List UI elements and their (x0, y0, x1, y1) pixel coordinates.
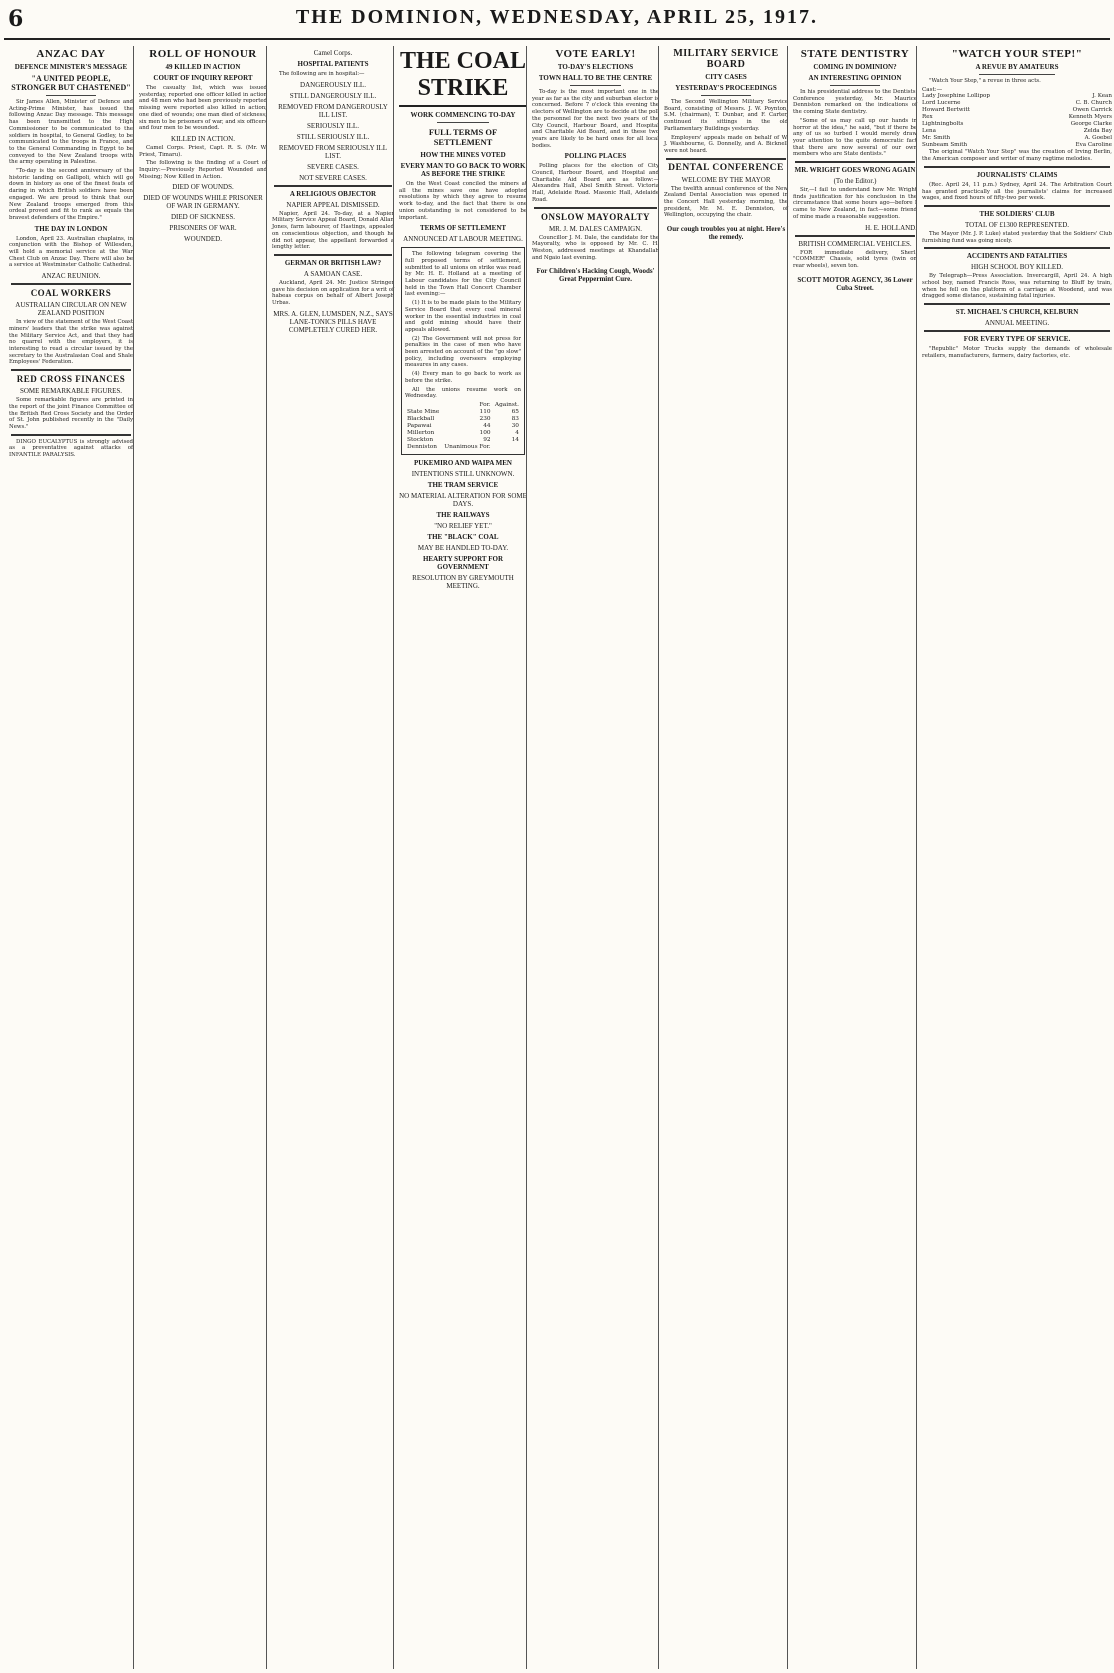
subhead-defence: DEFENCE MINISTER'S MESSAGE (14, 63, 128, 71)
article-paragraph: To-day is the most important one in the year as far as the city and suburban elector is concerned. Before 7 o'clock this evening the electors of Wellington are to decide at the poll the personnel for the next two years of the City Council, Harbour Board, and Hospital and Charitable Aid Board, and in these two years are likely to be hard ones for all local bodies. (532, 89, 659, 149)
cast-entry: Howard Bertwitt Owen Carrick (922, 107, 1112, 114)
vote-row: Millerton 100 4 (407, 429, 519, 436)
vote-header-cell (405, 402, 442, 409)
article-paragraph: The twelfth annual conference of the New Zealand Dental Association was opened in the Concert Hall yesterday morning, the president, Mr. M. E. Denniston, of Wellington, occupying the chair. (664, 185, 788, 219)
cast-entry: Lena Zelda Bay (922, 128, 1112, 135)
headline-soldiers-club: THE SOLDIERS' CLUB (979, 209, 1055, 218)
column-roll-of-honour (133, 46, 272, 1669)
section-still-dangerously: STILL DANGEROUSLY ILL. (289, 91, 377, 100)
column-state-dentistry (787, 46, 922, 1669)
article-paragraph: Auckland, April 24. Mr. Justice Stringer gave his decision on application for a writ of habeas corpus on behalf of Albert Joseph Urbas. (272, 279, 394, 307)
subhead-every-man: EVERY MAN TO GO BACK TO WORK AS BEFORE THE STRIKE (400, 162, 526, 178)
section-died-prisoner: DIED OF WOUNDS WHILE PRISONER OF WAR IN GERMANY. (143, 194, 263, 211)
letter-signature: H. E. HOLLAND. (865, 223, 917, 232)
subhead-terms-settlement: TERMS OF SETTLEMENT (419, 224, 507, 233)
cast-entry: Lightningbolts George Clarke (922, 121, 1112, 128)
section-still-seriously: STILL SERIOUSLY ILL. (296, 132, 370, 141)
subhead-handled: MAY BE HANDLED TO-DAY. (417, 543, 509, 552)
article-paragraph: Sir,—I fail to understand how Mr. Wright finds justification for his conclusion in the circumstance that some hours ago—before I came to New Zealand, in fact—some friend of mine made a reasonable suggestion. (793, 187, 917, 220)
cast-entry: Rex Kenneth Myers (922, 114, 1112, 121)
article-paragraph: Some remarkable figures are printed in the report of the joint Finance Committee of the British Red Cross Society and the Order of St. John published recently in the "Daily News." (9, 397, 133, 430)
terms-item: (1) It is to be made plain to the Military Service Board that every coal mineral worker in the essential industries in coal and gold mining should have their appeals allowed. (405, 300, 521, 333)
terms-item: All the unions resume work on Wednesday. (405, 386, 521, 400)
subhead-circular: AUSTRALIAN CIRCULAR ON NEW ZEALAND POSITION (15, 301, 127, 318)
subhead-proceedings: YESTERDAY'S PROCEEDINGS (675, 84, 777, 92)
subhead-work-commencing: WORK COMMENCING TO-DAY (410, 111, 516, 119)
article-paragraph: Councillor J. M. Dale, the candidate for the Mayoralty, who is opposed by Mr. C. H. Weston, addressed meetings at Khandallah and Ngaio last evening. (532, 234, 659, 261)
headline-railways: THE RAILWAYS (436, 510, 490, 519)
subhead-killed: 49 KILLED IN ACTION (165, 63, 241, 71)
advertisement-commer: FOR immediate delivery, Sherl. "COMMER" Chassis, solid tyres (twin on rear wheels), seven ton. (793, 249, 917, 269)
section-seriously-ill: SERIOUSLY ILL. (307, 121, 359, 130)
vote-row: Blackball 230 83 (407, 415, 519, 422)
headline-polling-places: POLLING PLACES (564, 152, 627, 161)
subhead-anzac-reunion: ANZAC REUNION. (41, 272, 101, 281)
article-paragraph: The following is the finding of a Court of Inquiry:—Previously Reported Wounded and Missing; Now Killed in Action. (139, 160, 267, 180)
headline-dental-conference: DENTAL CONFERENCE (668, 162, 784, 173)
advertisement-cough: Our cough troubles you at night. Here's the remedy. (666, 225, 786, 242)
vote-header-cell: Against. (494, 401, 519, 408)
subhead-welcome-mayor: WELCOME BY THE MAYOR (681, 175, 771, 184)
subhead-samoan: A SAMOAN CASE. (303, 269, 363, 278)
cast-entry: Mr. Smith A. Goebel (922, 135, 1112, 142)
subhead-greymouth: RESOLUTION BY GREYMOUTH MEETING. (412, 573, 514, 590)
headline-accidents: ACCIDENTS AND FATALITIES (966, 252, 1068, 261)
cast-entry: Lady Josephine Lollipop J. Kean (922, 93, 1112, 100)
column-watch-your-step (916, 46, 1114, 1669)
column-military-board (658, 46, 793, 1669)
cast-label: Cast:— (922, 86, 943, 93)
section-removed-dangerous: REMOVED FROM DANGEROUSLY ILL LIST. (278, 102, 388, 119)
section-dangerously-ill: DANGEROUSLY ILL. (300, 80, 366, 89)
cast-list (922, 93, 1112, 149)
vote-table-header (405, 402, 521, 409)
headline-black-coal: THE "BLACK" COAL (427, 532, 499, 541)
headline-vote-early: VOTE EARLY! (555, 48, 636, 60)
headline-red-cross: RED CROSS FINANCES (16, 374, 126, 385)
headline-coal-strike: THE COAL STRIKE (399, 48, 527, 107)
subhead-mines-voted: HOW THE MINES VOTED (420, 151, 506, 159)
headline-service: FOR EVERY TYPE OF SERVICE. (963, 335, 1071, 344)
section-prisoners: PRISONERS OF WAR. (169, 224, 237, 233)
article-paragraph: Camel Corps. Priest, Capt. R. S. (Mr. W. Priest, Timaru). (139, 144, 267, 158)
article-paragraph: "To-day is the second anniversary of the historic landing on Gallipoli, which will go down in history as one of the finest feats of daring in which British soldiers have been engaged. We are proud to think that our New Zealand troops emerged from this ordeal proved and fit to rank as equals the bravest defenders of the Empire." (9, 168, 133, 221)
article-paragraph: The following are in hospital:— (279, 71, 365, 77)
headline-military-board: MILITARY SERVICE BOARD (673, 48, 779, 70)
article-paragraph: Sir James Allen, Minister of Defence and Acting-Prime Minister, has issued the following Anzac Day message. This message has been transmitted to the High Commissioner to be communicated to the soldiers in hospital, to General Godley, to be communicated to the troops in France, and to the General Commanding in Egypt to be conveyed to the New Zealand troops with the army operating in Palestine. (9, 99, 133, 166)
cast-entry: Sunbeam Smith Eva Caroline (922, 142, 1112, 149)
subhead-intentions: INTENTIONS STILL UNKNOWN. (411, 469, 515, 478)
column-hospital-patients (266, 46, 399, 1669)
vote-row: Denniston Unanimous For. (407, 443, 491, 450)
advertisement-dingo: DINGO EUCALYPTUS is strongly advised as a preventative against attacks of INFANTILE PARALYSIS. (9, 438, 133, 459)
subhead-elections: TO-DAY'S ELECTIONS (557, 63, 634, 71)
headline-state-dentistry: STATE DENTISTRY (800, 48, 910, 60)
article-paragraph: London, April 23. Australian chaplains, in conjunction with the Bishop of Willesden, will hold a memorial service at the War Chest Club on Anzac Day. There will also be a service at Westminster Catholic Cathedral. (9, 235, 133, 269)
headline-st-michaels: ST. MICHAEL'S CHURCH, KELBURN (955, 308, 1079, 317)
headline-coal-workers: COAL WORKERS (30, 288, 112, 299)
article-paragraph: "Some of us may call up our hands in horror at the idea," he said, "but if there be any of us so turbed I would merely draw your attention to the quite democratic fact that there are now several of our own members who are State dentists." (793, 117, 917, 158)
column-vote-early (526, 46, 664, 1669)
subhead-boy-killed: HIGH SCHOOL BOY KILLED. (970, 263, 1064, 272)
terms-item: (2) The Government will not press for penalties in the case of men who have been arrested on account of the "go slow" policy, including overseers employing measures in any cases. (405, 335, 521, 369)
settlement-terms-box (401, 247, 525, 455)
article-paragraph: Polling places for the election of City Council, Harbour Board, and Hospital and Charitable Aid Board are as follow:—Alexandra Hall, Abel Smith Street. Victoria Hall, Adelaide Road. Masonic Hall, Adelaide Road. (532, 163, 659, 203)
advert-lane-tonics: MRS. A. GLEN, LUMSDEN, N.Z., SAYS LANE-TONICS PILLS HAVE COMPLETELY CURED HER. (273, 309, 393, 334)
subhead-revue: A REVUE BY AMATEURS (975, 63, 1059, 71)
subhead-napier: NAPIER APPEAL DISMISSED. (286, 200, 380, 209)
article-paragraph: In his presidential address to the Dentists' Conference yesterday, Mr. Maurice Denniston remarked on the indications of the coming State dentistry. (793, 89, 917, 116)
section-not-severe: NOT SEVERE CASES. (299, 173, 367, 182)
terms-item: (4) Every man to go back to work as before the strike. (405, 371, 521, 384)
article-paragraph: The casualty list, which was issued yesterday, reported one officer killed in action and 48 men who had been previously reported missing were reported also killed in action; one died of wounds; one man died of sickness; six men to be prisoners of war, and six officers and four men to be wounded. (139, 85, 267, 132)
subhead-opinion: AN INTERESTING OPINION (808, 74, 902, 82)
section-died-sickness: DIED OF SICKNESS. (171, 213, 235, 222)
article-paragraph: On the West Coast conciled the miners at all the mines save one have adopted resolutions by which they agree to resume work to-day, and the fact that there is one union outstanding is not considered to be important. (399, 181, 527, 221)
article-paragraph: The Second Wellington Military Service Board, consisting of Messrs. J. W. Poynton, S.M. (chairman), T. Dunbar, and F. Carter, continued its sittings in the old Parliamentary Buildings yesterday. (664, 99, 788, 132)
headline-journalists: JOURNALISTS' CLAIMS (976, 170, 1058, 179)
section-wounded: WOUNDED. (184, 235, 222, 244)
vote-table (405, 402, 521, 451)
subhead-tram: NO MATERIAL ALTERATION FOR SOME DAYS. (399, 491, 527, 508)
masthead-rule (4, 38, 1110, 40)
headline-onslow: ONSLOW MAYORALTY (541, 211, 650, 222)
newspaper-title: THE DOMINION, WEDNESDAY, APRIL 25, 1917. (295, 6, 819, 28)
subhead-full-terms: FULL TERMS OF SETTLEMENT (428, 127, 498, 147)
subhead-labour-meeting: ANNOUNCED AT LABOUR MEETING. (403, 235, 523, 244)
headline-roll-of-honour: ROLL OF HONOUR (149, 48, 257, 60)
subhead-dales: MR. J. M. DALES CAMPAIGN. (548, 224, 643, 233)
subhead-inquiry: COURT OF INQUIRY REPORT (153, 74, 253, 82)
vote-row: State Mine 110 65 (407, 408, 519, 415)
section-died-of-wounds: DIED OF WOUNDS. (172, 183, 234, 192)
cast-entry: Lord Lucerne C. B. Church (922, 100, 1112, 107)
subhead-no-relief: "NO RELIEF YET." (434, 521, 492, 530)
article-paragraph: Napier, April 24. To-day, at a Napier Military Service Appeal Board, Donald Allan Jones, farm labourer, of Hastings, appealed on conscientious objection, and though he did not appear, the appellant forwarded a lengthy letter. (272, 210, 394, 251)
article-paragraph: The original "Watch Your Step" was the creation of Irving Berlin, the American composer and writer of many ragtime melodies. (922, 149, 1112, 163)
section-removed-serious: REMOVED FROM SERIOUSLY ILL LIST. (278, 143, 388, 160)
subhead-town-hall: TOWN HALL TO BE THE CENTRE (538, 74, 653, 82)
headline-anzac-day: ANZAC DAY (36, 48, 106, 60)
headline-pukemiro: PUKEMIRO AND WAIPA MEN (414, 458, 512, 467)
article-paragraph: In view of the statement of the West Coast miners' leaders that the strike was against the Military Service Act, and that they had no quarrel with the employers, it is interesting to read a circular issued by the secretary to the Australasian Coal and Shale Employees' Federation. (9, 319, 133, 366)
headline-tram-service: THE TRAM SERVICE (427, 480, 499, 489)
article-paragraph: "Watch Your Step," a revue in three acts. (929, 78, 1041, 84)
subhead-day-in-london: THE DAY IN LONDON (34, 224, 108, 233)
subhead-club-total: TOTAL OF £1300 REPRESENTED. (964, 220, 1070, 229)
headline-commercial-vehicles: BRITISH COMMERCIAL VEHICLES. (798, 239, 912, 248)
article-paragraph: Employers' appeals made on behalf of W. J. Washbourne, G. Donnelly, and A. Bicknell were not heard. (664, 134, 788, 154)
masthead (0, 0, 1114, 44)
section-killed-in-action: KILLED IN ACTION. (171, 134, 235, 143)
article-paragraph: The Mayor (Mr. J. P. Luke) stated yesterday that the Soldiers' Club furnishing fund was going nicely. (922, 230, 1112, 244)
advertisement-scott-motor: SCOTT MOTOR AGENCY, 36 Lower Cuba Street. (797, 275, 913, 292)
text-camel-corps: Camel Corps. (313, 49, 353, 57)
headline-watch-your-step: "WATCH YOUR STEP!" (951, 48, 1083, 60)
headline-german-law: GERMAN OR BRITISH LAW? (284, 258, 382, 267)
vote-row: Papawai 44 30 (407, 422, 519, 429)
advertisement-republic: "Republic" Motor Trucks supply the demands of wholesale retailers, manufacturers, farmers, dairy factories, etc. (922, 346, 1112, 359)
headline-religious-objector: A RELIGIOUS OBJECTOR (289, 189, 377, 198)
section-severe: SEVERE CASES. (307, 162, 359, 171)
subhead-annual-meeting: ANNUAL MEETING. (984, 319, 1050, 328)
subhead-quote: "A UNITED PEOPLE, STRONGER BUT CHASTENED" (11, 74, 131, 92)
vote-header-cell: For. (479, 401, 491, 408)
vote-row: Stockton 92 14 (407, 436, 519, 443)
headline-hospital: HOSPITAL PATIENTS (297, 60, 369, 68)
advertisement-peppermint: For Children's Hacking Cough, Woods' Great Peppermint Cure. (536, 267, 655, 284)
subhead-city-cases: CITY CASES (705, 73, 747, 81)
headline-hearty-support: HEARTY SUPPORT FOR GOVERNMENT (422, 554, 503, 571)
subhead-coming: COMING IN DOMINION? (813, 63, 897, 71)
article-paragraph: (Rec. April 24, 11 p.m.) Sydney, April 24. The Arbitration Court has granted practically all the journalists' claims for increased wages, and fixed hours of fifty-two per week. (922, 181, 1112, 202)
headline-mr-wright: MR. WRIGHT GOES WRONG AGAIN (794, 166, 916, 175)
page-number: 6 (8, 6, 24, 32)
column-coal-strike (393, 46, 532, 1669)
subhead-to-editor: (To the Editor.) (833, 177, 877, 186)
subhead-figures: SOME REMARKABLE FIGURES. (19, 387, 123, 396)
terms-intro: The following telegram covering the full proposed terms of settlement, submitted to all unions on strike was read by Mr. H. E. Holland at a meeting of Labour candidates for the City Council held in the Town Hall Concert Chamber last evening:— (405, 251, 521, 298)
column-anzac-day (4, 46, 138, 1669)
article-paragraph: By Telegraph—Press Association. Invercargill, April 24. A high school boy, named Francis Ross, was returning to Bluff by train, when he fell on the platform of a carriage at Woodend, and was dragged some distance, sustaining fatal injuries. (922, 273, 1112, 300)
